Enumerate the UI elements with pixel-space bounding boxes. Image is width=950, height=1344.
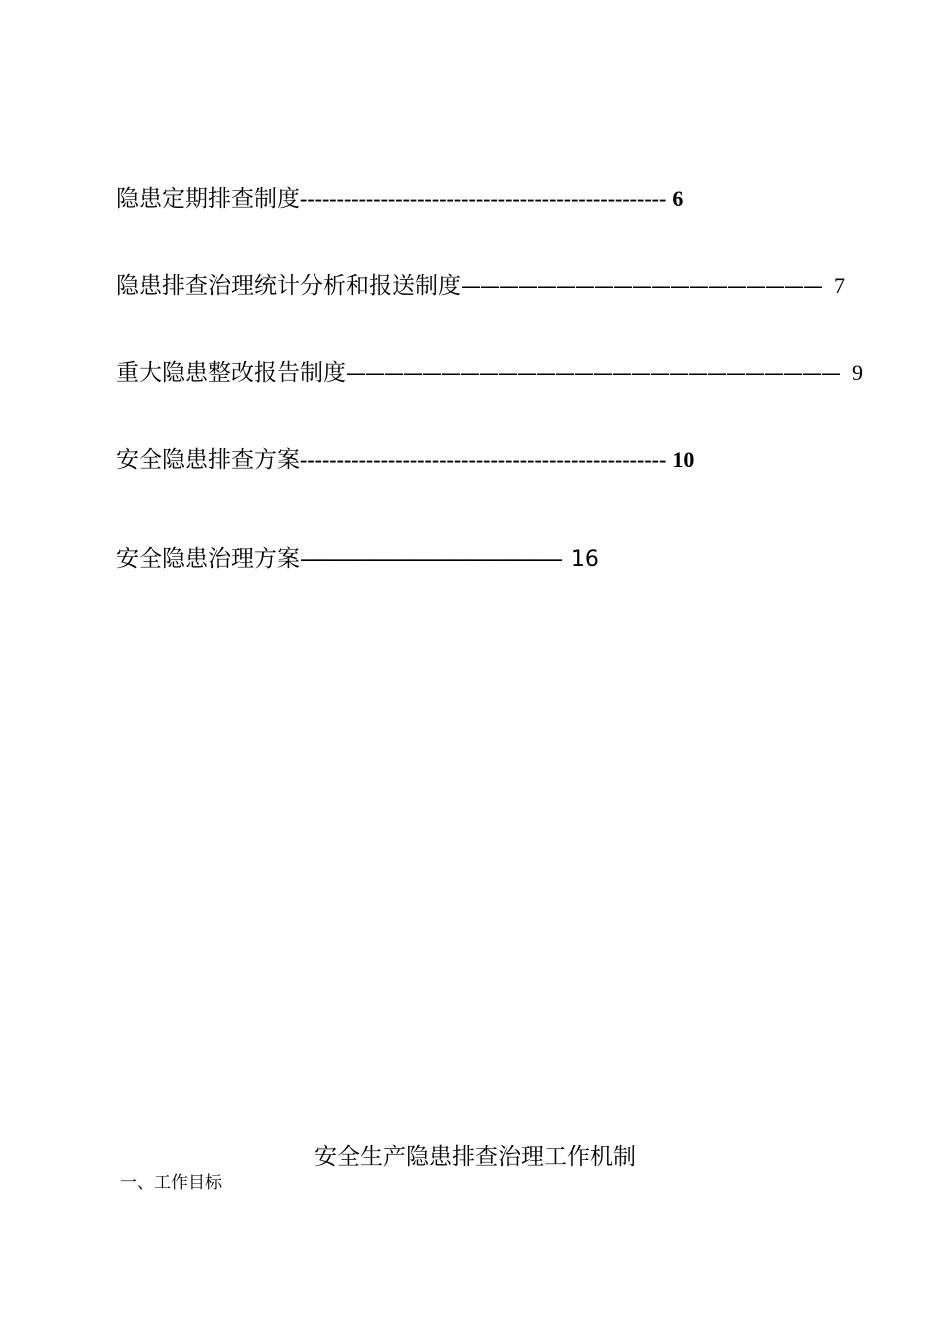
toc-leader-dots: --------------------------------------------------: [300, 447, 667, 472]
toc-leader-dots: ———————————————————: [461, 274, 822, 298]
section-heading: 一、工作目标: [120, 1173, 222, 1193]
toc-entry-title: 安全隐患排查方案: [116, 447, 300, 473]
toc-leader-dots: --------------------------------------------------: [300, 186, 667, 211]
document-title: 安全生产隐患排查治理工作机制: [314, 1144, 636, 1170]
toc-entry-title: 安全隐患治理方案: [116, 546, 300, 572]
toc-entry[interactable]: [116, 545, 599, 574]
toc-entry-title: 重大隐患整改报告制度: [116, 360, 346, 386]
toc-entry-title: 隐患排查治理统计分析和报送制度: [116, 273, 461, 299]
toc-page-number: 7: [834, 273, 845, 298]
toc-page-number: 16: [570, 547, 599, 572]
toc-entry[interactable]: [116, 359, 863, 387]
toc-page-number: 10: [672, 447, 695, 472]
toc-page-number: 9: [852, 360, 863, 385]
toc-entry[interactable]: [116, 272, 845, 300]
toc-entry[interactable]: [116, 185, 683, 213]
toc-leader-dots: ——————————————————————————: [346, 361, 840, 385]
toc-page-number: 6: [672, 186, 684, 211]
toc-entry-title: 隐患定期排查制度: [116, 186, 300, 212]
toc-leader-dots: ----------------------------------------------------: [300, 547, 561, 571]
toc-entry[interactable]: [116, 446, 694, 474]
